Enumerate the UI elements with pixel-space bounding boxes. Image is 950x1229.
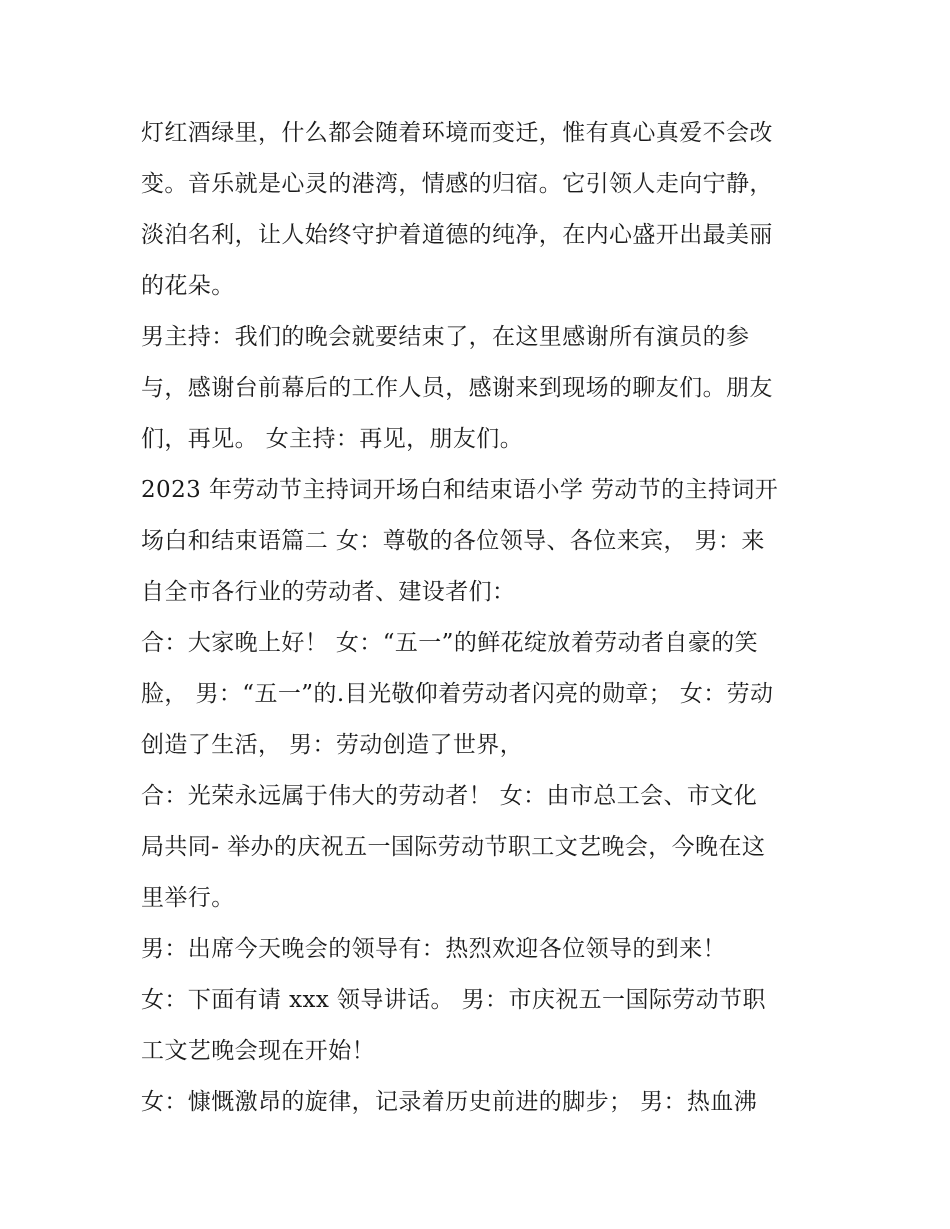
text-line: 女：下面有请 xxx 领导讲话。 男：市庆祝五一国际劳动节职 <box>141 987 766 1013</box>
text-line: 的花朵。 <box>141 273 235 299</box>
text-line: 合：光荣永远属于伟大的劳动者！ 女：由市总工会、市文化 <box>141 783 758 809</box>
text-line: 与，感谢台前幕后的工作人员，感谢来到现场的聊友们。朋友 <box>141 375 773 401</box>
document-body <box>141 108 821 1128</box>
text-line: 脸， 男：“五一”的.目光敬仰着劳动者闪亮的勋章； 女：劳动 <box>141 681 774 707</box>
text-line: 里举行。 <box>141 885 235 911</box>
text-line: 淡泊名利，让人始终守护着道德的纯净，在内心盛开出最美丽 <box>141 222 773 248</box>
text-line: 工文艺晚会现在开始！ <box>141 1038 375 1064</box>
text-line: 局共同- 举办的庆祝五一国际劳动节职工文艺晚会，今晚在这 <box>141 834 766 860</box>
text-line: 场白和结束语篇二 女：尊敬的各位领导、各位来宾， 男：来 <box>141 528 765 554</box>
text-line: 合：大家晚上好！ 女：“五一”的鲜花绽放着劳动者自豪的笑 <box>141 630 759 656</box>
text-line: 自全市各行业的劳动者、建设者们： <box>141 579 516 605</box>
text-line: 创造了生活， 男：劳动创造了世界， <box>141 732 524 758</box>
text-line: 女：慷慨激昂的旋律，记录着历史前进的脚步； 男：热血沸 <box>141 1089 758 1115</box>
text-line: 变。音乐就是心灵的港湾，情感的归宿。它引领人走向宁静， <box>141 171 773 197</box>
text-line: 们，再见。 女主持：再见，朋友们。 <box>141 426 524 452</box>
text-line: 灯红酒绿里，什么都会随着环境而变迁，惟有真心真爱不会改 <box>141 120 773 146</box>
text-line: 男：出席今天晚会的领导有：热烈欢迎各位领导的到来！ <box>141 936 726 962</box>
text-line: 男主持：我们的晚会就要结束了，在这里感谢所有演员的参 <box>141 324 750 350</box>
text-line: 2023 年劳动节主持词开场白和结束语小学 劳动节的主持词开 <box>141 477 779 503</box>
